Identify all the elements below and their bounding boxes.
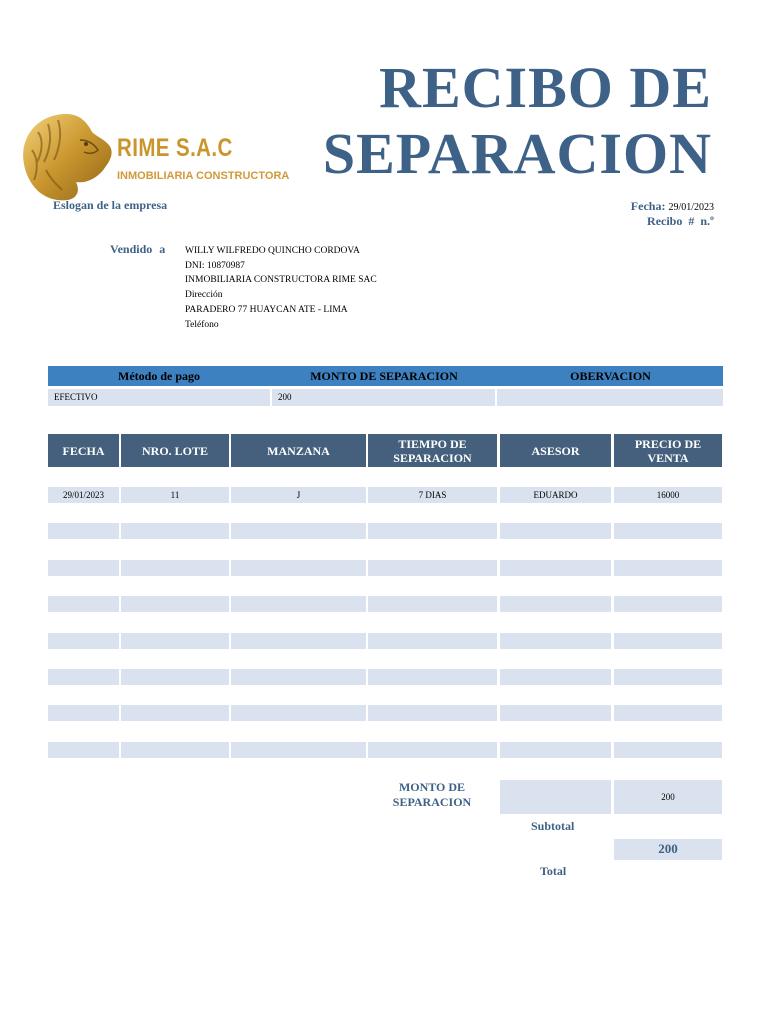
col-header-lote: NRO. LOTE <box>121 434 229 467</box>
payment-header-metodo: Método de pago <box>118 369 200 383</box>
table-cell <box>231 705 366 721</box>
title-line-2: SEPARACION <box>322 121 712 186</box>
subtotal-label: Subtotal <box>531 819 575 833</box>
table-cell: 29/01/2023 <box>48 487 119 503</box>
table-cell <box>500 669 611 685</box>
table-cell: EDUARDO <box>500 487 611 503</box>
table-cell: 7 DIAS <box>368 487 497 503</box>
table-cell <box>231 560 366 576</box>
table-cell <box>231 633 366 649</box>
table-cell <box>614 560 722 576</box>
col-header-precio: PRECIO DE VENTA <box>614 434 722 467</box>
table-cell <box>500 742 611 758</box>
vendido-label: Vendido a <box>110 242 166 256</box>
table-cell: 11 <box>121 487 229 503</box>
table-cell <box>48 633 119 649</box>
table-cell <box>121 560 229 576</box>
total-value: 200 <box>614 839 722 860</box>
buyer-line: INMOBILIARIA CONSTRUCTORA RIME SAC <box>185 275 377 286</box>
table-cell <box>121 742 229 758</box>
table-cell <box>368 523 497 539</box>
table-cell <box>614 742 722 758</box>
total-label: Total <box>540 864 567 878</box>
table-cell <box>614 596 722 612</box>
payment-header <box>48 366 723 386</box>
table-cell <box>500 705 611 721</box>
monto-blank-cell <box>500 780 611 814</box>
title-line-1: RECIBO DE <box>379 55 712 120</box>
table-cell <box>368 705 497 721</box>
table-cell <box>500 596 611 612</box>
table-cell <box>121 669 229 685</box>
fecha-value: 29/01/2023 <box>668 202 714 213</box>
buyer-line: Teléfono <box>185 319 219 330</box>
fecha-label: Fecha: <box>630 199 666 213</box>
table-cell <box>614 633 722 649</box>
table-cell <box>368 633 497 649</box>
table-cell <box>231 742 366 758</box>
recibo-number: Recibo # n.º <box>647 214 714 228</box>
slogan: Eslogan de la empresa <box>53 198 168 212</box>
table-cell <box>231 523 366 539</box>
table-cell <box>500 633 611 649</box>
table-cell <box>500 523 611 539</box>
payment-observacion-cell <box>497 389 723 406</box>
col-header-fecha: FECHA <box>48 434 119 467</box>
table-cell: 16000 <box>614 487 722 503</box>
buyer-line: PARADERO 77 HUAYCAN ATE - LIMA <box>185 304 348 315</box>
table-cell <box>48 523 119 539</box>
col-header-manzana: MANZANA <box>231 434 366 467</box>
table-cell <box>614 705 722 721</box>
table-cell <box>368 669 497 685</box>
table-cell <box>368 742 497 758</box>
table-cell: J <box>231 487 366 503</box>
payment-metodo-cell: EFECTIVO <box>48 389 270 406</box>
buyer-line: DNI: 10870987 <box>185 260 245 271</box>
monto-separacion-label: MONTO DE SEPARACION <box>392 780 472 809</box>
table-cell <box>121 633 229 649</box>
table-cell <box>614 669 722 685</box>
table-cell <box>231 669 366 685</box>
monto-separacion-value: 200 <box>614 780 722 814</box>
payment-header-observacion: OBERVACION <box>570 369 651 383</box>
table-cell <box>500 560 611 576</box>
table-cell <box>48 669 119 685</box>
buyer-line: WILLY WILFREDO QUINCHO CORDOVA <box>185 246 360 256</box>
company-name: RIME S.A.C <box>117 134 233 162</box>
table-cell <box>48 705 119 721</box>
payment-header-monto: MONTO DE SEPARACION <box>310 369 458 383</box>
table-cell <box>121 596 229 612</box>
fecha <box>631 199 714 214</box>
table-cell <box>368 596 497 612</box>
col-header-tiempo: TIEMPO DE SEPARACION <box>368 434 497 467</box>
table-cell <box>614 523 722 539</box>
company-tagline: INMOBILIARIA CONSTRUCTORA <box>117 170 290 182</box>
table-cell <box>48 596 119 612</box>
payment-monto-cell: 200 <box>272 389 495 406</box>
table-cell <box>368 560 497 576</box>
table-cell <box>121 523 229 539</box>
lion-logo-icon <box>18 110 116 202</box>
col-header-asesor: ASESOR <box>500 434 611 467</box>
buyer-line: Dirección <box>185 290 223 301</box>
buyer-details <box>185 244 377 332</box>
table-cell <box>121 705 229 721</box>
table-cell <box>48 560 119 576</box>
table-cell <box>48 742 119 758</box>
table-cell <box>231 596 366 612</box>
